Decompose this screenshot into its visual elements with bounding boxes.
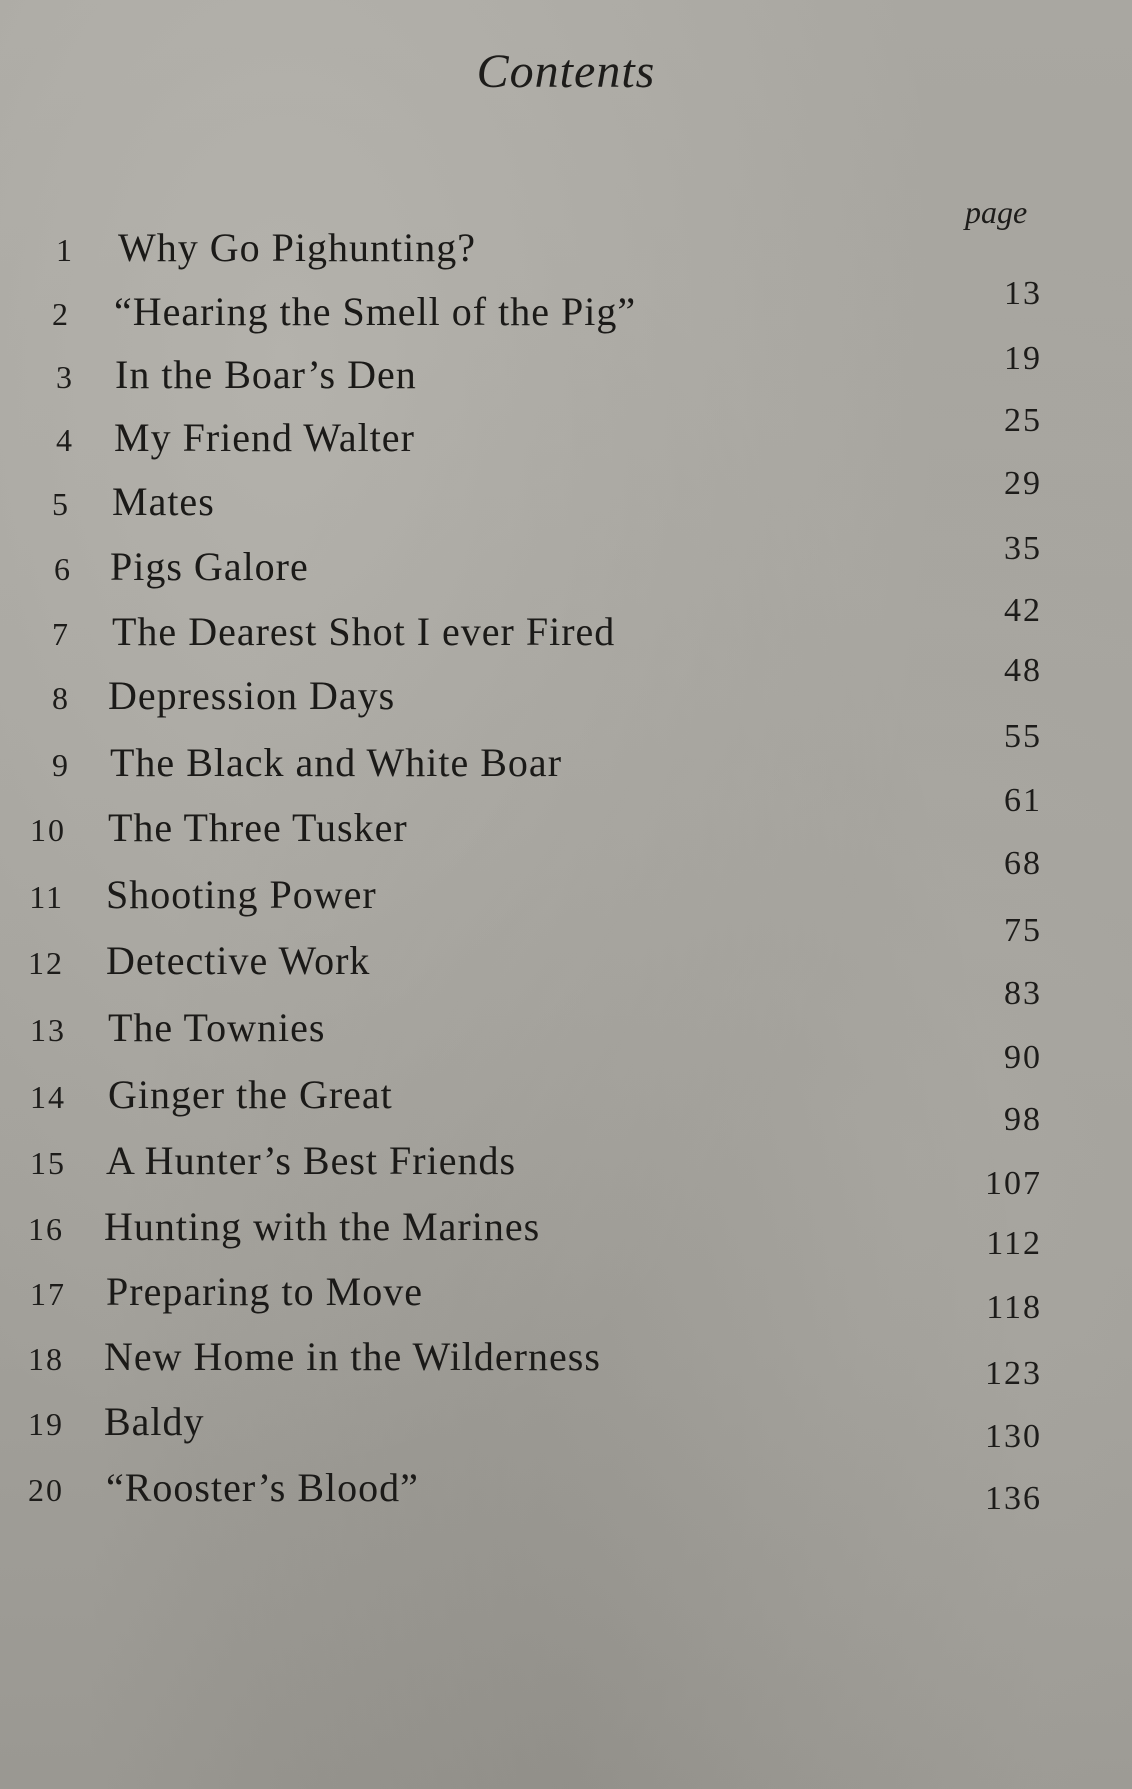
chapter-title: Hunting with the Marines xyxy=(104,1204,541,1249)
chapter-number: 16 xyxy=(28,1211,64,1247)
page-number: 25 xyxy=(1004,402,1042,439)
page-number: 29 xyxy=(1004,465,1042,502)
toc-entry xyxy=(0,1269,1132,1332)
page-number: 75 xyxy=(1004,912,1042,949)
page-title: Contents xyxy=(476,45,656,98)
chapter-number: 1 xyxy=(56,232,74,268)
chapter-title: Baldy xyxy=(104,1399,205,1444)
chapter-title: Mates xyxy=(112,479,215,524)
page-number: 118 xyxy=(986,1289,1042,1326)
toc-entry xyxy=(0,1399,1132,1462)
page-number: 136 xyxy=(985,1480,1042,1517)
chapter-title: In the Boar’s Den xyxy=(115,352,417,397)
page-number: 112 xyxy=(986,1225,1042,1262)
toc-entry xyxy=(0,1138,1132,1202)
page-number: 13 xyxy=(1004,275,1042,312)
chapter-number: 17 xyxy=(30,1276,66,1312)
chapter-number: 14 xyxy=(30,1079,66,1115)
chapter-title: “Hearing the Smell of the Pig” xyxy=(114,289,637,334)
page-number: 107 xyxy=(985,1165,1042,1202)
toc-entry xyxy=(0,1465,1132,1528)
chapter-title: The Black and White Boar xyxy=(110,740,563,785)
chapter-title: A Hunter’s Best Friends xyxy=(106,1138,517,1183)
page-number: 98 xyxy=(1004,1101,1042,1138)
toc-entry xyxy=(0,1072,1132,1138)
chapter-title: Depression Days xyxy=(108,673,396,718)
page-number: 90 xyxy=(1004,1039,1042,1076)
chapter-title: The Townies xyxy=(108,1005,326,1050)
chapter-number: 10 xyxy=(30,812,66,848)
page-number: 42 xyxy=(1004,592,1042,629)
chapter-number: 13 xyxy=(30,1012,66,1048)
chapter-title: My Friend Walter xyxy=(114,415,415,460)
toc-entry xyxy=(0,1204,1132,1267)
chapter-title: The Dearest Shot I ever Fired xyxy=(112,609,616,654)
chapter-number: 19 xyxy=(28,1406,64,1442)
chapter-title: “Rooster’s Blood” xyxy=(106,1465,419,1510)
toc-entry xyxy=(0,938,1132,1012)
page-number: 55 xyxy=(1004,718,1042,755)
page-number: 83 xyxy=(1004,975,1042,1012)
chapter-title: New Home in the Wilderness xyxy=(104,1334,601,1379)
toc-entry xyxy=(0,872,1132,949)
toc-entry xyxy=(0,740,1132,819)
page-column-label: page xyxy=(965,194,1028,230)
chapter-number: 4 xyxy=(56,422,74,458)
chapter-number: 15 xyxy=(30,1145,66,1181)
chapter-number: 12 xyxy=(28,945,64,981)
page-number: 123 xyxy=(985,1355,1042,1392)
page-number: 61 xyxy=(1004,782,1042,819)
chapter-number: 20 xyxy=(28,1472,64,1508)
chapter-number: 8 xyxy=(52,680,70,716)
chapter-number: 11 xyxy=(29,879,64,915)
chapter-title: Pigs Galore xyxy=(110,544,309,589)
chapter-number: 6 xyxy=(54,551,72,587)
chapter-number: 9 xyxy=(52,747,70,783)
page-number: 130 xyxy=(985,1418,1042,1455)
page-number: 48 xyxy=(1004,652,1042,689)
chapter-title: Why Go Pighunting? xyxy=(118,225,476,270)
toc-entry xyxy=(0,673,1132,755)
chapter-title: Ginger the Great xyxy=(108,1072,393,1117)
page-number: 35 xyxy=(1004,530,1042,567)
chapter-title: Shooting Power xyxy=(106,872,377,917)
toc-entry xyxy=(0,544,1132,629)
chapter-title: The Three Tusker xyxy=(108,805,408,850)
page-number: 68 xyxy=(1004,845,1042,882)
chapter-title: Preparing to Move xyxy=(106,1269,423,1314)
chapter-number: 3 xyxy=(56,359,74,395)
toc-entry xyxy=(0,805,1132,882)
toc-entry xyxy=(0,1005,1132,1076)
page-number: 19 xyxy=(1004,340,1042,377)
chapter-title: Detective Work xyxy=(106,938,371,983)
chapter-number: 2 xyxy=(52,296,70,332)
toc-entry xyxy=(0,1334,1132,1397)
chapter-number: 7 xyxy=(52,616,70,652)
chapter-number: 18 xyxy=(28,1341,64,1377)
chapter-number: 5 xyxy=(52,486,70,522)
